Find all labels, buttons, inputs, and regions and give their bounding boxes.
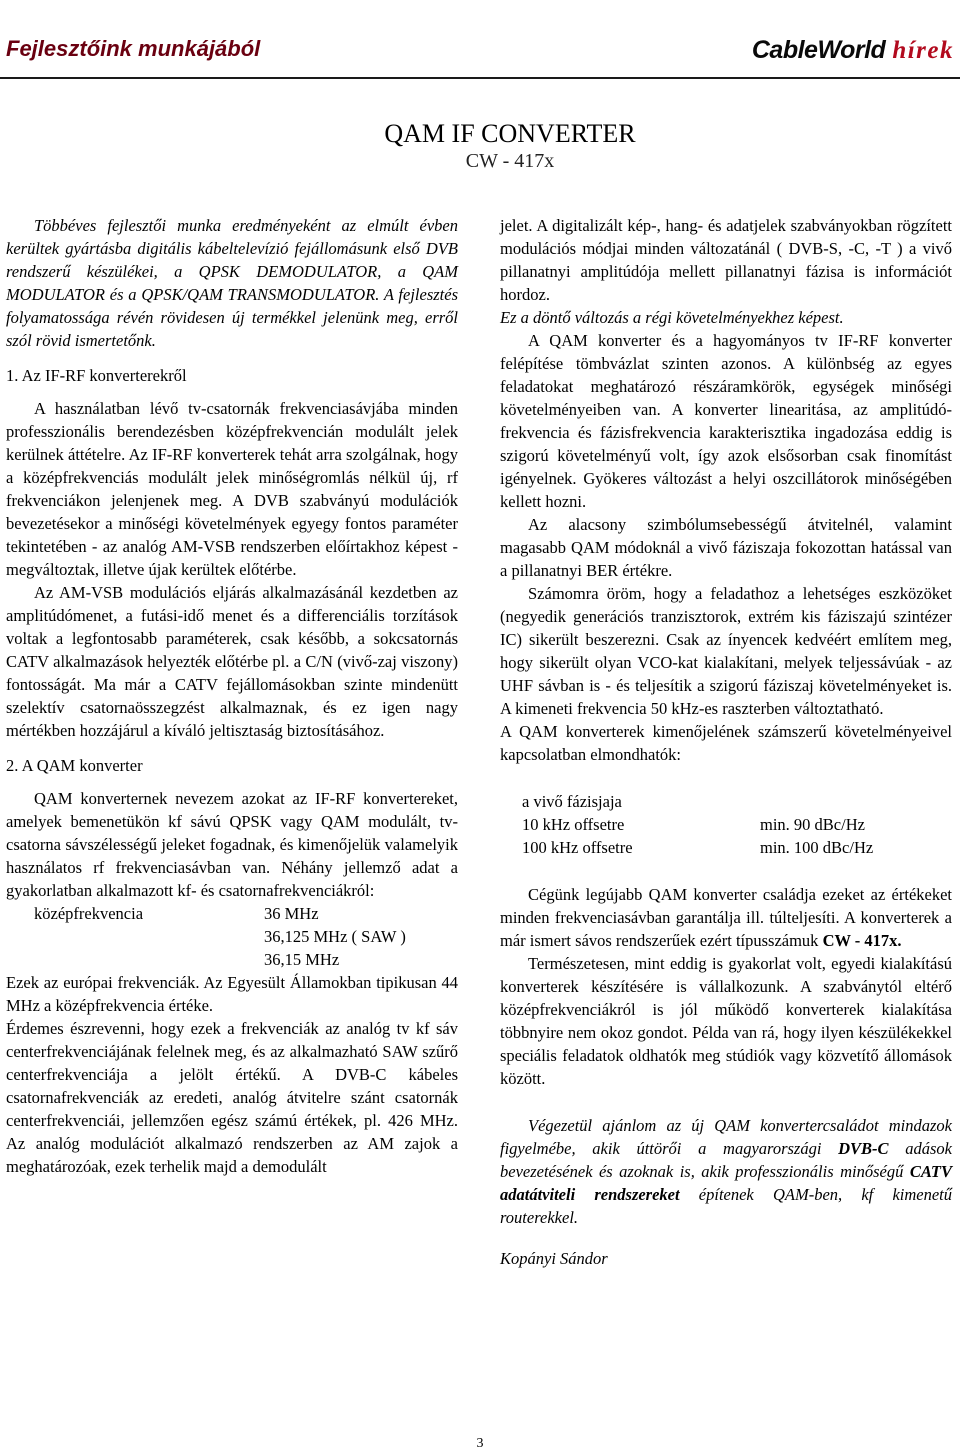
spec-label: 100 kHz offsetre — [522, 838, 633, 857]
logo-suffix: hírek — [892, 37, 954, 64]
freq-value: 36,15 MHz — [264, 950, 340, 969]
author-signature: Kopányi Sándor — [500, 1249, 608, 1268]
header-divider — [0, 77, 960, 79]
emphasis-line: Ez a döntő változás a régi követelményekhez képest. — [500, 308, 844, 327]
paragraph: Számomra öröm, hogy a feladathoz a lehetséges eszközöket (negyedik generációs tranzisztorok, extrém kis fáziszajú szintézer IC) sikerült beszerezni. Csak az ínyencek kedvéért említem meg, hogy sikerült olyan VCO-kat kialakítani, melyek teljessávúak - az UHF sávban is - és teljesítik a szigorú fáziszaj követelményeket is. A kimeneti frekvencia 50 kHz-es raszterben változtatható. — [500, 584, 952, 718]
section-title: Fejlesztőink munkájából — [6, 36, 261, 61]
cableworld-logo — [752, 36, 954, 76]
logo-brand: CableWorld — [751, 36, 886, 64]
freq-value: 36,125 MHz ( SAW ) — [264, 927, 406, 946]
paragraph: Természetesen, mint eddig is gyakorlat volt, egyedi kialakítású konverterek készítésére is vállalkozunk. A szabványtól eltérő középfrekvenciákról is jól működő konverterek kialakítása többnyire nem okoz gondot. Példa van rá, hogy ilyen készülékekkel speciális feladatok oldhatók meg stúdiók vagy közvetítő állomások között. — [500, 954, 952, 1088]
paragraph: Cégünk legújabb QAM konverter családja ezeket az értékeket minden frekvenciasávban garantálja ill. túlteljesíti. A konverterek a már ismert sávos rendszerűek ezért típusszámuk CW - 417x. — [500, 885, 952, 950]
paragraph: jelet. A digitalizált kép-, hang- és adatjelek szabványokban rögzített modulációs módjai minden változatánál ( DVB-S, -C, -T ) a vivő pillanatnyi amplitúdója mellett pillanatnyi fázisa is információt hordoz. — [500, 216, 952, 304]
model-number: CW - 417x. — [822, 931, 902, 950]
freq-label: középfrekvencia — [34, 904, 144, 923]
closing-paragraph: Végezetül ajánlom az új QAM konvertercsaládot mindazok figyelmébe, akik úttörői a magyarországi DVB-C adások bevezetésének és azoknak is, akik professzionális minőségű CATV adatátviteli rendszereket építenek QAM-ben, kf kimenetű routerekkel. — [500, 1116, 953, 1227]
paragraph: Ezek az európai frekvenciák. Az Egyesült Államokban tipikusan 44 MHz a középfrekvencia értéke. — [6, 973, 458, 1015]
paragraph: Az alacsony szimbólumsebességű átvitelnél, valamint magasabb QAM módoknál a vivő fáziszaja fokozottan hatással van a pillanatnyi BER értékre. — [500, 515, 952, 580]
left-column — [6, 214, 458, 1178]
heading-qam-converter: 2. A QAM konverter — [6, 756, 143, 775]
phase-noise-spec — [500, 790, 952, 859]
article-subtitle: CW - 417x — [465, 150, 555, 172]
paragraph: A QAM konverter és a hagyományos tv IF-RF konverter felépítése tömbvázlat szinten azonos. A különbség az egyes feladatokat meghatározó részáramkörök, egységek minőségi követelményeiben van. A konverter linearitása, az amplitúdó-frekvencia és fázisfrekvencia karakterisztika ingadozása eddig is szigorú követelményű volt, így azok elsősorban csak finomítást igényelnek. Gyökeres változást a helyi oszcillátorok minőségében kellett hozni. — [500, 331, 952, 511]
paragraph: Az AM-VSB modulációs eljárás alkalmazásánál kezdetben az amplitúdómenet, a futási-idő menet és a differenciális torzítások voltak a legfontosabb paraméterek, csak később, a sokcsatornás CATV alkalmazások helyezték előtérbe pl. a C/N (vivő-zaj viszony) fontosságát. Ma már a CATV fejállomásokban szinte mindenütt szelektív csatornaösszegzést alkalmaznak, és ez igen nagy mértékben hozzájárul a kíváló jeltisztaság biztosításához. — [6, 583, 458, 740]
page-number: 3 — [476, 1436, 484, 1451]
paragraph: A QAM konverterek kimenőjelének számszerű követelményeivel kapcsolatban elmondhatók: — [500, 722, 952, 764]
paragraph: QAM konverternek nevezem azokat az IF-RF konvertereket, amelyek bemenetükön kf sávú QPSK vagy QAM modulált, tv-csatorna sávszélességű jeleket fogadnak, és kimenőjelük valamelyik használatos rf frekvenciasávban van. Néhány jellemző adat a gyakorlatban alkalmazott kf- és csatornafrekvenciákról: — [6, 789, 458, 900]
frequency-table — [6, 902, 458, 971]
paragraph: A használatban lévő tv-csatornák frekvenciasávjába minden professzionális berendezésben középfrekvencián modulált jelek kerülnek áttételre. Az IF-RF konverterek tehát arra szolgálnak, hogy a középfrekvenciás modulált jelek minőségromlás nélkül új, rf frekvenciákon jelenjenek meg. A DVB szabványú modulációk bevezetésekor a minőségi követelmények egyegy fontos paraméter tekintetében - az analóg AM-VSB rendszerben előírtakhoz képest - megváltoztak, illetve újak kerültek előtérbe. — [6, 399, 458, 579]
heading-if-rf: 1. Az IF-RF konverterekről — [6, 366, 187, 385]
spec-title: a vivő fázisjaja — [522, 792, 622, 811]
right-column — [500, 214, 952, 1270]
spec-label: 10 kHz offsetre — [522, 815, 625, 834]
intro-paragraph: Többéves fejlesztői munka eredményeként az elmúlt évben kerültek gyártásba digitális kábeltelevízió fejállomásunk első DVB rendszerű készülékei, a QPSK DEMODULATOR, a QAM MODULATOR és a QPSK/QAM TRANSMODULATOR. A fejlesztés folyamatossága révén rövidesen új termékkel jelenünk meg, erről szól rövid ismertetőnk. — [6, 216, 458, 350]
freq-value: 36 MHz — [264, 904, 319, 923]
page-header — [0, 0, 960, 80]
spec-value: min. 100 dBc/Hz — [760, 838, 874, 857]
article-title: QAM IF CONVERTER — [384, 119, 636, 148]
spec-value: min. 90 dBc/Hz — [760, 815, 865, 834]
paragraph: Érdemes észrevenni, hogy ezek a frekvenciák az analóg tv kf sáv centerfrekvenciájának felelnek meg, és az alkalmazható SAW szűrő centerfrekvenciája a jelölt értékű. A DVB-C kábeles csatornafrekvenciák az eredeti, analóg átvitelre szánt csatornák centerfrekvenciái, jellemzően egész számú értékek, pl. 426 MHz. Az analóg modulációt alkalmazó rendszerben az AM zajok a meghatározóak, ezek terhelik majd a demodulált — [6, 1019, 458, 1176]
